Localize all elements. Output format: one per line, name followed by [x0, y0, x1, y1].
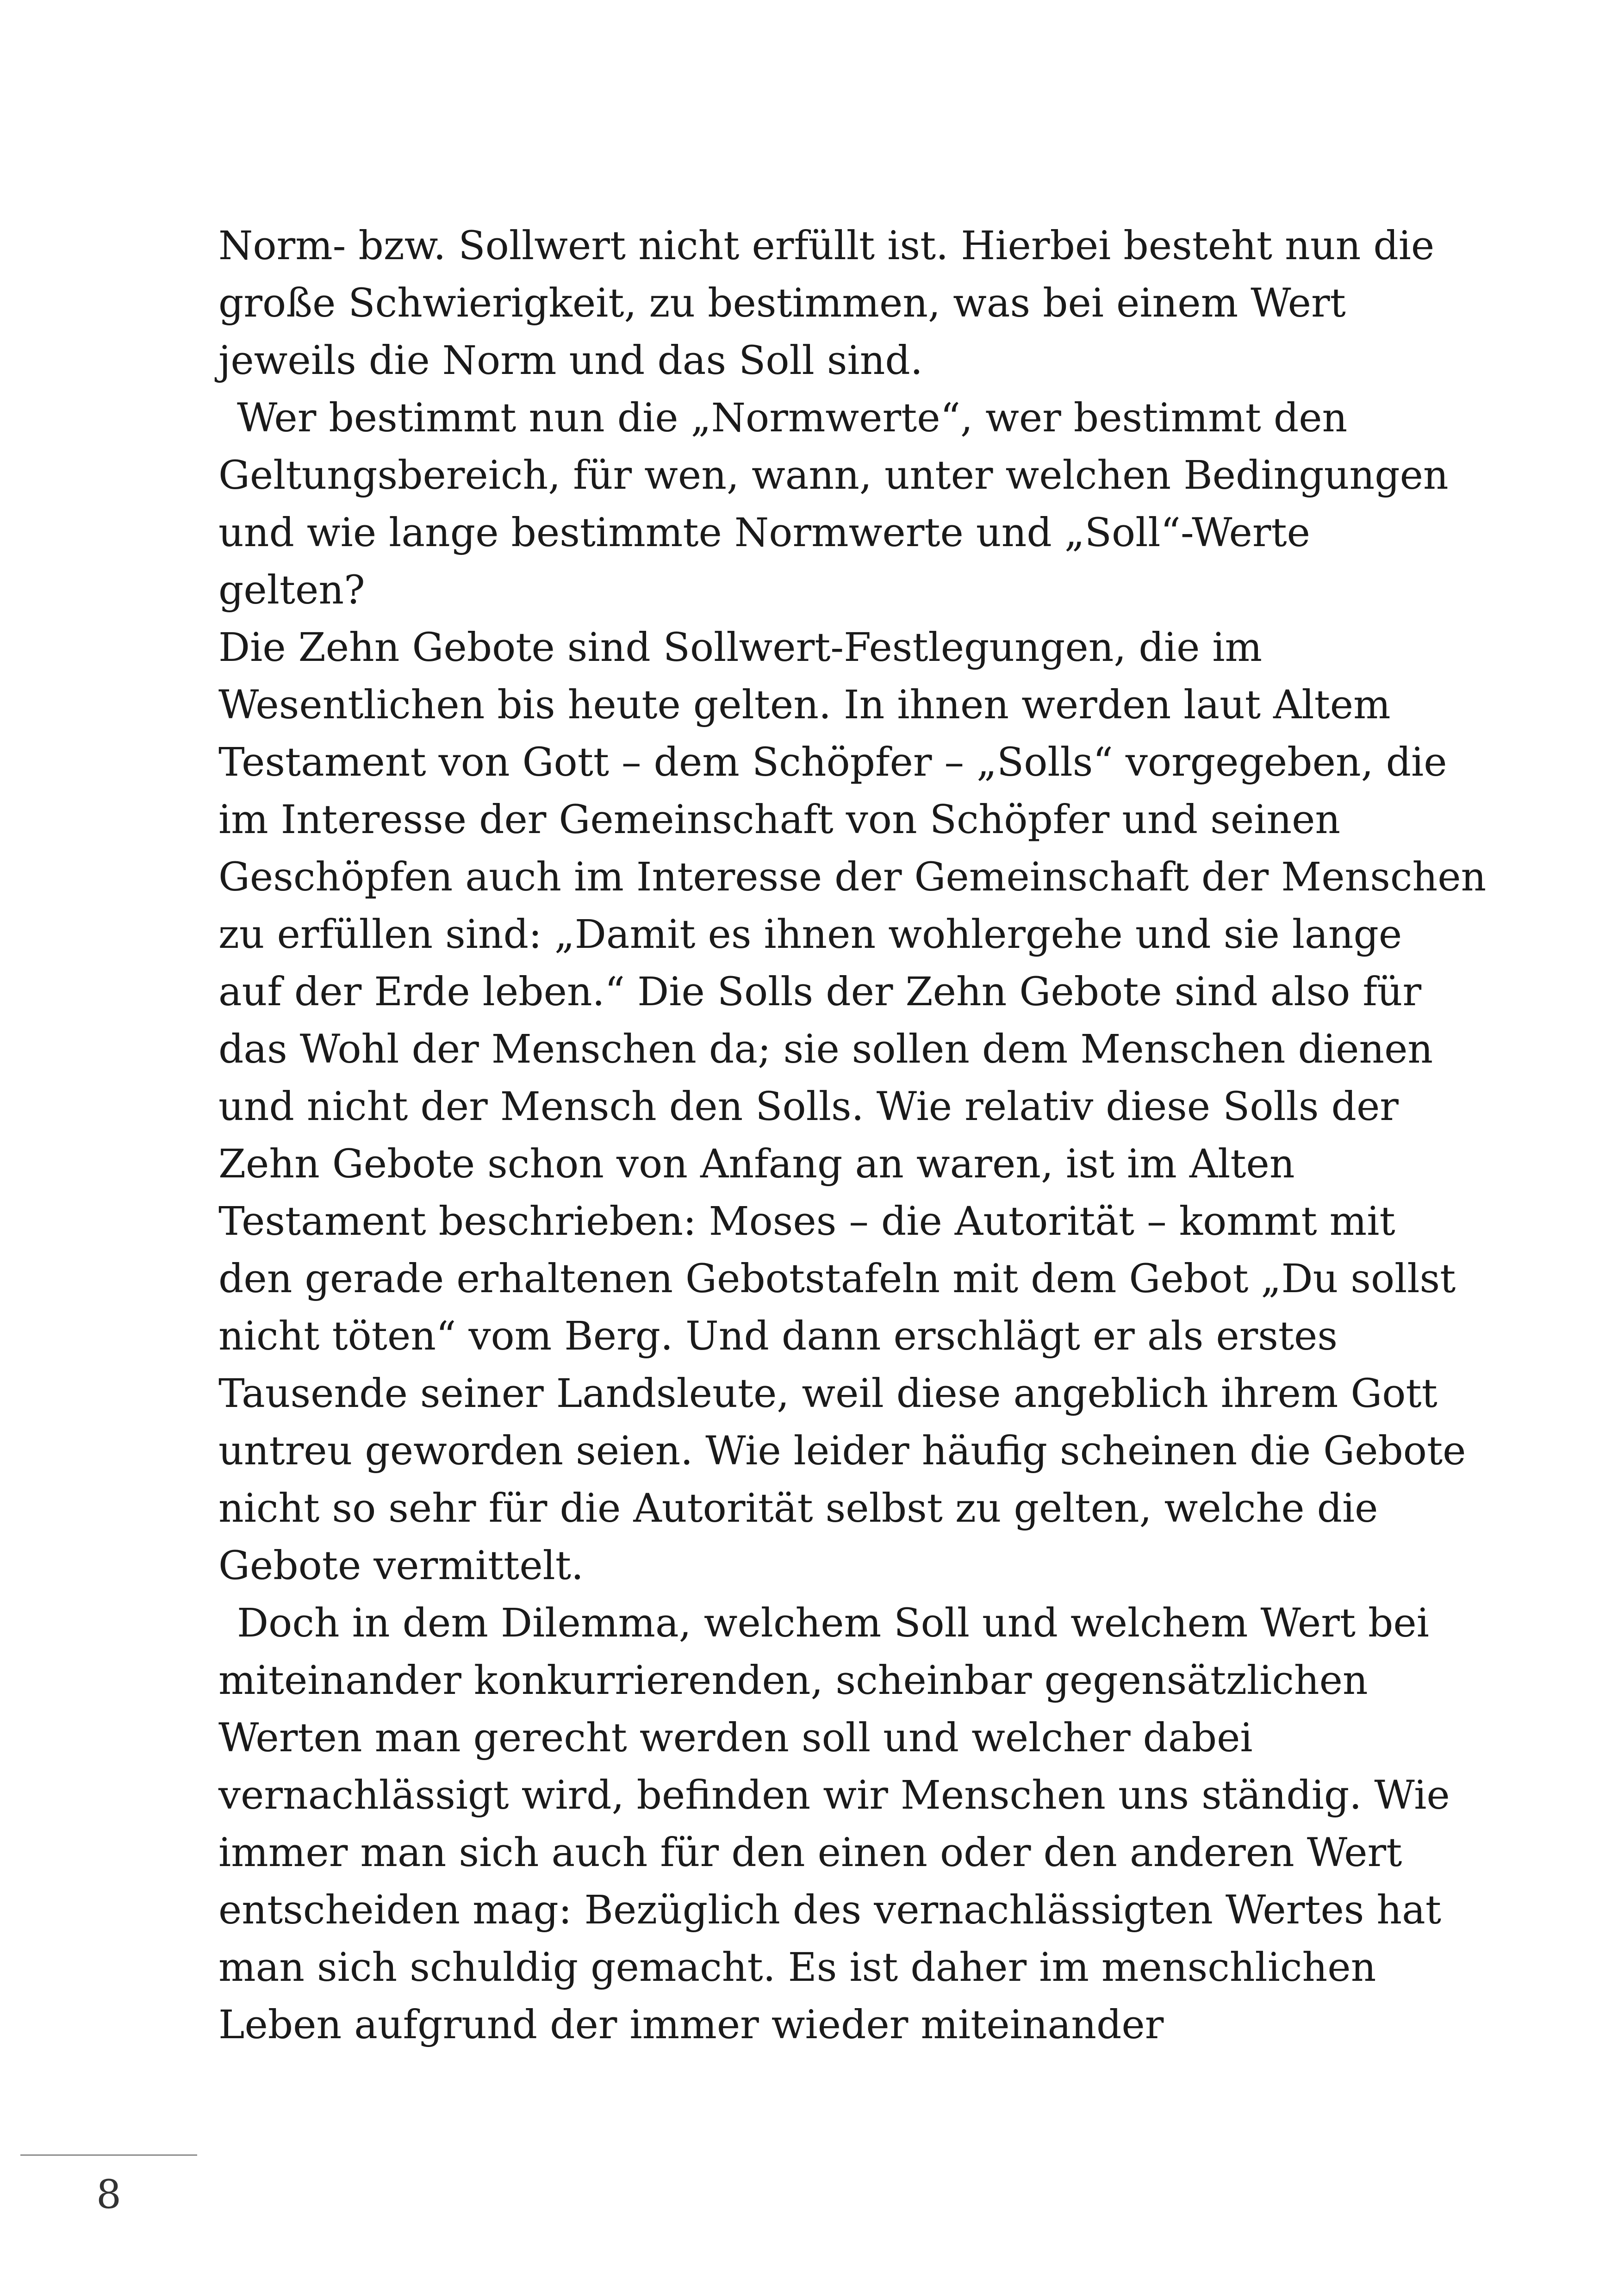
text-line: Tausende seiner Landsleute, weil diese angeblich ihrem Gott [218, 1371, 1438, 1417]
page-number: 8 [96, 2172, 122, 2218]
text-line: Zehn Gebote schon von Anfang an waren, ist im Alten [218, 1141, 1295, 1187]
text-line: Werten man gerecht werden soll und welcher dabei [218, 1715, 1253, 1761]
text-line: immer man sich auch für den einen oder den anderen Wert [218, 1830, 1402, 1876]
text-line: und wie lange bestimmte Normwerte und „Soll“-Werte [218, 510, 1310, 556]
text-line: untreu geworden seien. Wie leider häufig scheinen die Gebote [218, 1428, 1466, 1474]
text-line: entscheiden mag: Bezüglich des vernachlässigten Wertes hat [218, 1887, 1441, 1933]
text-line: jeweils die Norm und das Soll sind. [218, 338, 923, 384]
footer-divider [20, 2154, 197, 2156]
text-line: das Wohl der Menschen da; sie sollen dem Menschen dienen [218, 1027, 1433, 1072]
text-line: gelten? [218, 567, 365, 613]
text-line: miteinander konkurrierenden, scheinbar gegensätzlichen [218, 1658, 1368, 1704]
text-line: Testament beschrieben: Moses – die Autorität – kommt mit [218, 1199, 1395, 1244]
text-line: man sich schuldig gemacht. Es ist daher im menschlichen [218, 1945, 1376, 1991]
text-line: Leben aufgrund der immer wieder miteinander [218, 2002, 1164, 2048]
text-line: vernachlässigt wird, befinden wir Menschen uns ständig. Wie [218, 1773, 1450, 1818]
text-line: Norm- bzw. Sollwert nicht erfüllt ist. Hierbei besteht nun die [218, 223, 1435, 269]
text-line: große Schwierigkeit, zu bestimmen, was bei einem Wert [218, 280, 1346, 326]
text-line: nicht so sehr für die Autorität selbst zu gelten, welche die [218, 1486, 1378, 1531]
text-line: Gebote vermittelt. [218, 1543, 584, 1589]
text-line: nicht töten“ vom Berg. Und dann erschlägt er als erstes [218, 1313, 1338, 1359]
text-line-paragraph-start: Wer bestimmt nun die „Normwerte“, wer bestimmt den [237, 395, 1348, 441]
text-line: im Interesse der Gemeinschaft von Schöpfer und seinen [218, 797, 1341, 843]
text-line: zu erfüllen sind: „Damit es ihnen wohlergehe und sie lange [218, 912, 1402, 958]
text-line: Geschöpfen auch im Interesse der Gemeinschaft der Menschen [218, 854, 1487, 900]
text-line: Wesentlichen bis heute gelten. In ihnen werden laut Altem [218, 682, 1391, 728]
text-line: den gerade erhaltenen Gebotstafeln mit dem Gebot „Du sollst [218, 1256, 1456, 1302]
text-line-paragraph-start: Doch in dem Dilemma, welchem Soll und welchem Wert bei [237, 1600, 1429, 1646]
text-line-paragraph-start: Die Zehn Gebote sind Sollwert-Festlegungen, die im [218, 625, 1263, 671]
text-line: auf der Erde leben.“ Die Solls der Zehn Gebote sind also für [218, 969, 1422, 1015]
text-line: und nicht der Mensch den Solls. Wie relativ diese Solls der [218, 1084, 1399, 1130]
body-text [218, 218, 1487, 2054]
text-line: Testament von Gott – dem Schöpfer – „Solls“ vorgegeben, die [218, 740, 1447, 785]
text-line: Geltungsbereich, für wen, wann, unter welchen Bedingungen [218, 453, 1449, 498]
